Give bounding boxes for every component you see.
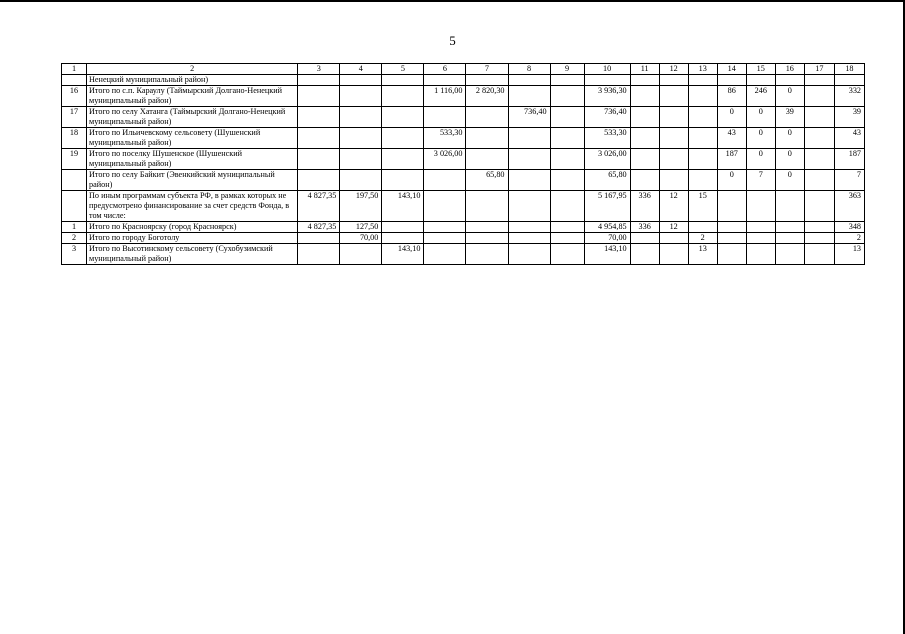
value-cell bbox=[382, 86, 424, 107]
page-number: 5 bbox=[449, 33, 456, 48]
value-cell bbox=[775, 222, 804, 233]
value-cell: 736,40 bbox=[508, 107, 550, 128]
value-cell bbox=[688, 128, 717, 149]
row-number-cell: 17 bbox=[62, 107, 87, 128]
value-cell bbox=[775, 75, 804, 86]
total-cell: 13 bbox=[834, 244, 864, 265]
value-cell: 143,10 bbox=[584, 244, 630, 265]
total-cell: 39 bbox=[834, 107, 864, 128]
row-number-cell bbox=[62, 191, 87, 222]
row-number-cell: 1 bbox=[62, 222, 87, 233]
value-cell: 0 bbox=[717, 170, 746, 191]
value-cell: 0 bbox=[775, 170, 804, 191]
value-cell bbox=[804, 233, 834, 244]
total-cell: 7 bbox=[834, 170, 864, 191]
row-number-cell: 16 bbox=[62, 86, 87, 107]
value-cell bbox=[659, 244, 688, 265]
value-cell bbox=[746, 233, 775, 244]
column-header: 4 bbox=[340, 64, 382, 75]
value-cell: 7 bbox=[746, 170, 775, 191]
value-cell bbox=[775, 244, 804, 265]
value-cell bbox=[508, 233, 550, 244]
row-name-cell: Итого по селу Хатанга (Таймырский Долгано-Ненецкий муниципальный район) bbox=[87, 107, 298, 128]
value-cell bbox=[298, 107, 340, 128]
value-cell bbox=[584, 75, 630, 86]
value-cell bbox=[630, 233, 659, 244]
table-row bbox=[62, 170, 865, 191]
total-cell: 332 bbox=[834, 86, 864, 107]
value-cell bbox=[630, 86, 659, 107]
row-name-cell: Итого по селу Байкит (Эвенкийский муниципальный район) bbox=[87, 170, 298, 191]
value-cell bbox=[630, 170, 659, 191]
value-cell bbox=[659, 170, 688, 191]
table-row bbox=[62, 191, 865, 222]
value-cell bbox=[382, 128, 424, 149]
value-cell bbox=[424, 191, 466, 222]
value-cell bbox=[688, 222, 717, 233]
column-header: 15 bbox=[746, 64, 775, 75]
value-cell: 0 bbox=[775, 86, 804, 107]
row-name-cell: Итого по городу Боготолу bbox=[87, 233, 298, 244]
value-cell bbox=[508, 149, 550, 170]
value-cell: 4 827,35 bbox=[298, 191, 340, 222]
value-cell: 336 bbox=[630, 191, 659, 222]
value-cell bbox=[508, 86, 550, 107]
value-cell bbox=[688, 75, 717, 86]
column-header: 3 bbox=[298, 64, 340, 75]
table-row bbox=[62, 107, 865, 128]
value-cell bbox=[340, 128, 382, 149]
column-header: 1 bbox=[62, 64, 87, 75]
table-row bbox=[62, 244, 865, 265]
value-cell: 12 bbox=[659, 222, 688, 233]
value-cell bbox=[659, 233, 688, 244]
value-cell: 143,10 bbox=[382, 191, 424, 222]
table-row bbox=[62, 222, 865, 233]
value-cell bbox=[340, 75, 382, 86]
value-cell bbox=[746, 191, 775, 222]
total-cell: 187 bbox=[834, 149, 864, 170]
value-cell bbox=[804, 222, 834, 233]
row-number-cell: 3 bbox=[62, 244, 87, 265]
value-cell: 3 026,00 bbox=[584, 149, 630, 170]
value-cell: 5 167,95 bbox=[584, 191, 630, 222]
value-cell bbox=[424, 222, 466, 233]
value-cell bbox=[688, 170, 717, 191]
column-header: 7 bbox=[466, 64, 508, 75]
row-number-cell: 2 bbox=[62, 233, 87, 244]
value-cell: 4 954,85 bbox=[584, 222, 630, 233]
value-cell bbox=[630, 107, 659, 128]
value-cell bbox=[550, 86, 584, 107]
value-cell bbox=[550, 170, 584, 191]
value-cell bbox=[804, 244, 834, 265]
value-cell: 127,50 bbox=[340, 222, 382, 233]
column-header: 10 bbox=[584, 64, 630, 75]
value-cell bbox=[382, 222, 424, 233]
row-name-cell: Итого по Высотинскому сельсовету (Сухобузимский муниципальный район) bbox=[87, 244, 298, 265]
value-cell bbox=[298, 86, 340, 107]
value-cell bbox=[508, 191, 550, 222]
value-cell bbox=[424, 75, 466, 86]
value-cell bbox=[340, 170, 382, 191]
value-cell bbox=[550, 222, 584, 233]
value-cell bbox=[659, 107, 688, 128]
value-cell bbox=[550, 149, 584, 170]
value-cell bbox=[466, 75, 508, 86]
value-cell bbox=[659, 128, 688, 149]
table-row bbox=[62, 128, 865, 149]
row-name-cell: Итого по с.п. Караулу (Таймырский Долгано-Ненецкий муниципальный район) bbox=[87, 86, 298, 107]
value-cell: 70,00 bbox=[584, 233, 630, 244]
row-name-cell: Ненецкий муниципальный район) bbox=[87, 75, 298, 86]
value-cell bbox=[424, 107, 466, 128]
value-cell: 13 bbox=[688, 244, 717, 265]
value-cell: 0 bbox=[746, 128, 775, 149]
column-header: 11 bbox=[630, 64, 659, 75]
value-cell bbox=[804, 149, 834, 170]
value-cell bbox=[804, 170, 834, 191]
value-cell bbox=[298, 75, 340, 86]
total-cell: 2 bbox=[834, 233, 864, 244]
value-cell bbox=[466, 107, 508, 128]
column-header: 8 bbox=[508, 64, 550, 75]
value-cell bbox=[298, 233, 340, 244]
row-name-cell: Итого по Ильичевскому сельсовету (Шушенский муниципальный район) bbox=[87, 128, 298, 149]
column-header: 13 bbox=[688, 64, 717, 75]
row-name-cell: Итого по Красноярску (город Красноярск) bbox=[87, 222, 298, 233]
value-cell: 4 827,35 bbox=[298, 222, 340, 233]
value-cell bbox=[466, 191, 508, 222]
page-frame-top bbox=[0, 0, 905, 2]
value-cell bbox=[804, 191, 834, 222]
value-cell bbox=[717, 244, 746, 265]
value-cell bbox=[340, 149, 382, 170]
value-cell bbox=[550, 128, 584, 149]
value-cell bbox=[424, 244, 466, 265]
column-header: 14 bbox=[717, 64, 746, 75]
value-cell bbox=[746, 244, 775, 265]
column-header: 9 bbox=[550, 64, 584, 75]
value-cell: 0 bbox=[717, 107, 746, 128]
value-cell bbox=[804, 128, 834, 149]
value-cell bbox=[746, 222, 775, 233]
value-cell bbox=[550, 244, 584, 265]
column-header: 12 bbox=[659, 64, 688, 75]
value-cell bbox=[382, 107, 424, 128]
value-cell bbox=[424, 233, 466, 244]
value-cell bbox=[382, 75, 424, 86]
row-number-cell: 18 bbox=[62, 128, 87, 149]
row-number-cell bbox=[62, 170, 87, 191]
total-cell: 348 bbox=[834, 222, 864, 233]
row-number-cell bbox=[62, 75, 87, 86]
value-cell bbox=[508, 244, 550, 265]
value-cell: 533,30 bbox=[584, 128, 630, 149]
value-cell bbox=[717, 233, 746, 244]
total-cell: 43 bbox=[834, 128, 864, 149]
value-cell bbox=[804, 86, 834, 107]
table-row bbox=[62, 233, 865, 244]
value-cell bbox=[508, 75, 550, 86]
value-cell bbox=[466, 128, 508, 149]
value-cell bbox=[466, 233, 508, 244]
value-cell: 43 bbox=[717, 128, 746, 149]
value-cell bbox=[659, 86, 688, 107]
value-cell bbox=[804, 107, 834, 128]
value-cell: 187 bbox=[717, 149, 746, 170]
value-cell: 15 bbox=[688, 191, 717, 222]
value-cell bbox=[508, 170, 550, 191]
value-cell: 12 bbox=[659, 191, 688, 222]
row-name-cell: По иным программам субъекта РФ, в рамках которых не предусмотрено финансирование за счет средств Фонда, в том числе: bbox=[87, 191, 298, 222]
value-cell: 39 bbox=[775, 107, 804, 128]
value-cell bbox=[298, 244, 340, 265]
value-cell bbox=[340, 86, 382, 107]
value-cell bbox=[804, 75, 834, 86]
value-cell: 736,40 bbox=[584, 107, 630, 128]
value-cell bbox=[688, 149, 717, 170]
value-cell: 0 bbox=[775, 149, 804, 170]
value-cell bbox=[466, 222, 508, 233]
value-cell: 0 bbox=[775, 128, 804, 149]
table-row bbox=[62, 75, 865, 86]
column-header: 5 bbox=[382, 64, 424, 75]
value-cell: 1 116,00 bbox=[424, 86, 466, 107]
row-number-cell: 19 bbox=[62, 149, 87, 170]
value-cell bbox=[382, 149, 424, 170]
value-cell bbox=[630, 149, 659, 170]
value-cell bbox=[630, 128, 659, 149]
row-name-cell: Итого по поселку Шушенское (Шушенский муниципальный район) bbox=[87, 149, 298, 170]
value-cell: 65,80 bbox=[584, 170, 630, 191]
column-header: 6 bbox=[424, 64, 466, 75]
value-cell bbox=[630, 75, 659, 86]
value-cell: 336 bbox=[630, 222, 659, 233]
value-cell: 3 026,00 bbox=[424, 149, 466, 170]
value-cell bbox=[746, 75, 775, 86]
value-cell: 533,30 bbox=[424, 128, 466, 149]
column-header: 18 bbox=[834, 64, 864, 75]
value-cell bbox=[466, 244, 508, 265]
value-cell bbox=[688, 107, 717, 128]
value-cell: 0 bbox=[746, 107, 775, 128]
value-cell bbox=[775, 233, 804, 244]
header-row bbox=[62, 64, 865, 75]
value-cell bbox=[298, 149, 340, 170]
data-table bbox=[61, 63, 865, 265]
value-cell: 2 bbox=[688, 233, 717, 244]
value-cell: 65,80 bbox=[466, 170, 508, 191]
column-header: 2 bbox=[87, 64, 298, 75]
value-cell bbox=[717, 191, 746, 222]
value-cell bbox=[382, 170, 424, 191]
total-cell: 363 bbox=[834, 191, 864, 222]
value-cell: 2 820,30 bbox=[466, 86, 508, 107]
value-cell bbox=[659, 149, 688, 170]
value-cell bbox=[550, 107, 584, 128]
value-cell bbox=[466, 149, 508, 170]
table-row bbox=[62, 149, 865, 170]
value-cell bbox=[550, 233, 584, 244]
value-cell bbox=[298, 128, 340, 149]
value-cell bbox=[688, 86, 717, 107]
column-header: 16 bbox=[775, 64, 804, 75]
value-cell bbox=[508, 128, 550, 149]
value-cell bbox=[550, 191, 584, 222]
value-cell bbox=[340, 244, 382, 265]
value-cell bbox=[550, 75, 584, 86]
value-cell: 70,00 bbox=[340, 233, 382, 244]
value-cell: 246 bbox=[746, 86, 775, 107]
total-cell bbox=[834, 75, 864, 86]
value-cell: 197,50 bbox=[340, 191, 382, 222]
value-cell bbox=[340, 107, 382, 128]
value-cell bbox=[775, 191, 804, 222]
table-row bbox=[62, 86, 865, 107]
value-cell bbox=[424, 170, 466, 191]
value-cell: 143,10 bbox=[382, 244, 424, 265]
value-cell: 86 bbox=[717, 86, 746, 107]
table-body bbox=[62, 75, 865, 265]
value-cell bbox=[382, 233, 424, 244]
column-header: 17 bbox=[804, 64, 834, 75]
value-cell bbox=[717, 222, 746, 233]
value-cell bbox=[717, 75, 746, 86]
value-cell bbox=[630, 244, 659, 265]
value-cell: 0 bbox=[746, 149, 775, 170]
value-cell bbox=[659, 75, 688, 86]
value-cell bbox=[508, 222, 550, 233]
value-cell bbox=[298, 170, 340, 191]
value-cell: 3 936,30 bbox=[584, 86, 630, 107]
